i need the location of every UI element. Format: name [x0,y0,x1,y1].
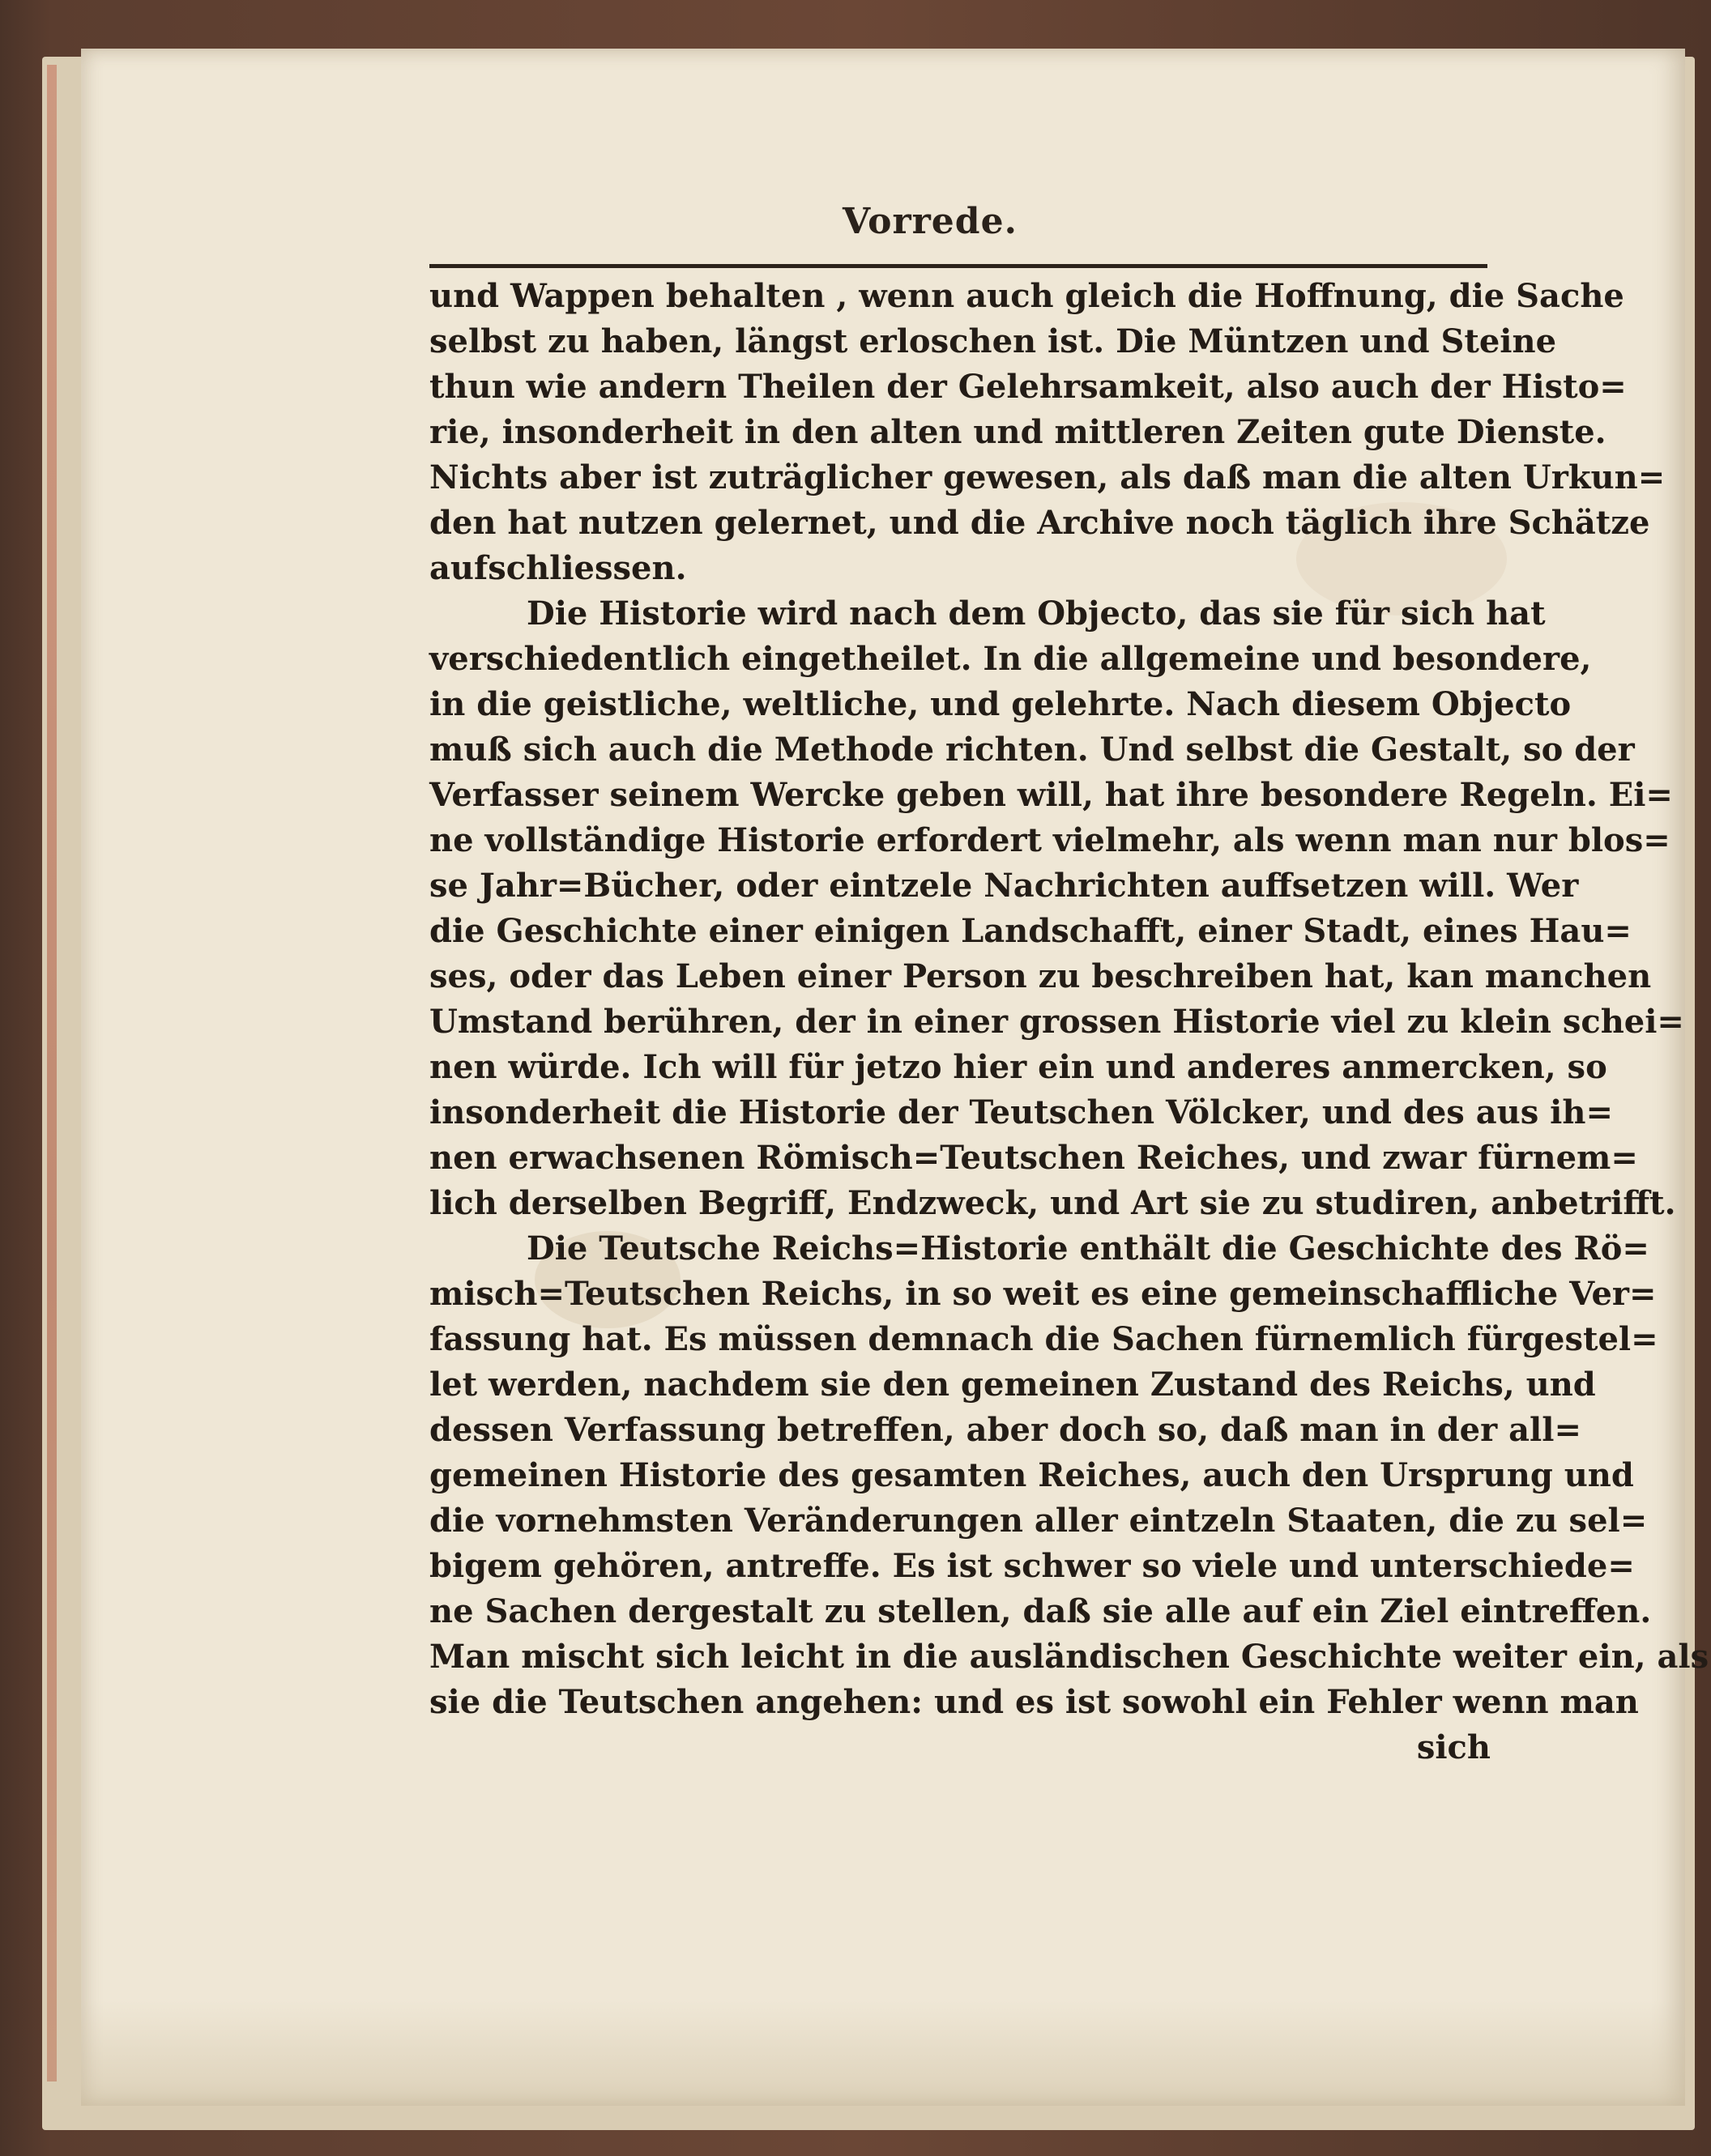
catchword: sich [1416,1728,1491,1766]
text-line: insonderheit die Historie der Teutschen Völcker, und des aus ih= [429,1093,1613,1131]
text-line: aufschliessen. [429,549,687,587]
text-line: und Wappen behalten , wenn auch gleich die Hoffnung, die Sache [429,277,1624,315]
text-line: die vornehmsten Veränderungen aller eintzeln Staaten, die zu sel= [429,1502,1648,1540]
body-text [429,274,1709,1770]
page-shade [81,2000,1685,2106]
text-line: se Jahr=Bücher, oder eintzele Nachrichten auffsetzen will. Wer [429,867,1579,905]
text-line: nen würde. Ich will für jetzo hier ein und anderes anmercken, so [429,1048,1607,1086]
text-line: dessen Verfassung betreffen, aber doch so, daß man in der all= [429,1411,1581,1449]
header-rule [429,264,1487,268]
text-line: Verfasser seinem Wercke geben will, hat ihre besondere Regeln. Ei= [429,776,1673,814]
text-line: rie, insonderheit in den alten und mittleren Zeiten gute Dienste. [429,413,1606,451]
text-line: misch=Teutschen Reichs, in so weit es eine gemeinschaffliche Ver= [429,1275,1657,1313]
text-line: ne Sachen dergestalt zu stellen, daß sie alle auf ein Ziel eintreffen. [429,1592,1652,1630]
text-line: selbst zu haben, längst erloschen ist. Die Müntzen und Steine [429,322,1557,360]
text-line: Nichts aber ist zuträglicher gewesen, als daß man die alten Urkun= [429,458,1666,496]
text-line: ne vollständige Historie erfordert vielmehr, als wenn man nur blos= [429,821,1670,859]
text-line: verschiedentlich eingetheilet. In die allgemeine und besondere, [429,640,1592,678]
text-line: den hat nutzen gelernet, und die Archive noch täglich ihre Schätze [429,504,1650,542]
text-line: let werden, nachdem sie den gemeinen Zustand des Reichs, und [429,1366,1596,1404]
paragraph-start: Die Teutsche Reichs=Historie enthält die Geschichte des Rö= [527,1229,1649,1268]
running-head: Vorrede. [843,201,1018,242]
text-line: fassung hat. Es müssen demnach die Sachen fürnemlich fürgestel= [429,1320,1658,1358]
text-line: in die geistliche, weltliche, und gelehrte. Nach diesem Objecto [429,685,1572,723]
red-page-edge [47,65,57,2081]
text-line: Umstand berühren, der in einer grossen Historie viel zu klein schei= [429,1003,1684,1041]
text-line: lich derselben Begriff, Endzweck, und Art sie zu studiren, anbetrifft. [429,1184,1676,1222]
text-line: sie die Teutschen angehen: und es ist sowohl ein Fehler wenn man [429,1683,1639,1721]
text-line: muß sich auch die Methode richten. Und selbst die Gestalt, so der [429,731,1635,769]
text-line: die Geschichte einer einigen Landschafft, einer Stadt, eines Hau= [429,912,1632,950]
text-line: ses, oder das Leben einer Person zu beschreiben hat, kan manchen [429,957,1652,995]
paragraph-start: Die Historie wird nach dem Objecto, das sie für sich hat [527,594,1546,633]
text-line: bigem gehören, antreffe. Es ist schwer so viele und unterschiede= [429,1547,1635,1585]
text-line: thun wie andern Theilen der Gelehrsamkeit, also auch der Histo= [429,368,1627,406]
text-line: gemeinen Historie des gesamten Reiches, auch den Ursprung und [429,1456,1634,1494]
text-line: Man mischt sich leicht in die ausländischen Geschichte weiter ein, als [429,1638,1709,1676]
text-line: nen erwachsenen Römisch=Teutschen Reiches, und zwar fürnem= [429,1139,1638,1177]
